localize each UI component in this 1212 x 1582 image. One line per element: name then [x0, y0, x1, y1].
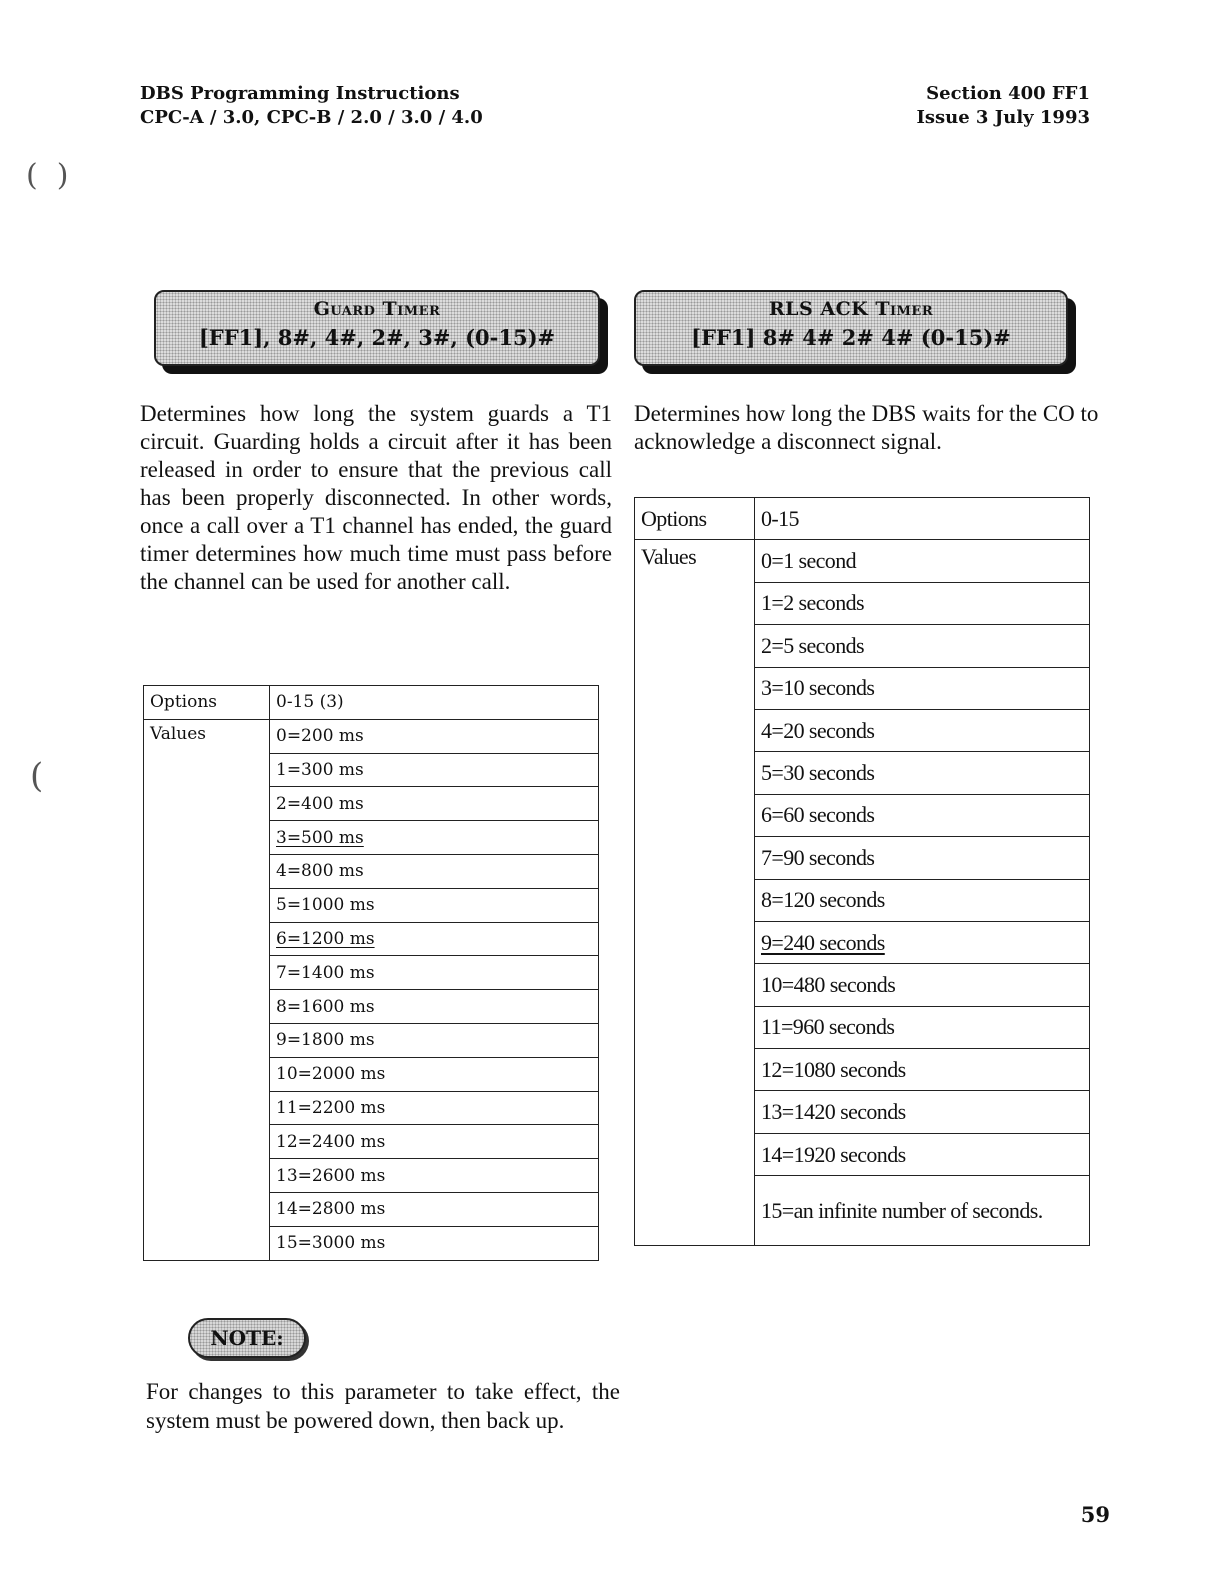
value-cell: 9=1800 ms [270, 1023, 599, 1057]
value-cell: 8=1600 ms [270, 990, 599, 1024]
value-cell: 8=120 seconds [755, 879, 1090, 921]
note-text: For changes to this parameter to take effect, the system must be powered down, then back up. [146, 1379, 620, 1433]
software-versions: CPC-A / 3.0, CPC-B / 2.0 / 3.0 / 4.0 [140, 107, 483, 128]
values-label: Values [144, 719, 270, 1260]
rls-ack-timer-command-box [634, 290, 1068, 366]
table-row [144, 719, 599, 753]
values-label: Values [635, 540, 755, 1246]
value-cell: 0=200 ms [270, 719, 599, 753]
issue-date: Issue 3 July 1993 [916, 107, 1090, 128]
options-value: 0-15 [755, 498, 1090, 540]
scan-mark: ( [30, 756, 44, 796]
value-cell: 13=1420 seconds [755, 1091, 1090, 1133]
value-cell: 15=an infinite number of seconds. [755, 1176, 1090, 1246]
value-cell-underlined: 6=1200 ms [270, 922, 599, 956]
value-cell: 12=1080 seconds [755, 1049, 1090, 1091]
rls-ack-timer-options-table [634, 497, 1090, 1246]
value-cell: 11=960 seconds [755, 1006, 1090, 1048]
value-cell-default: 3=500 ms [270, 821, 599, 855]
manual-title: DBS Programming Instructions [140, 83, 460, 104]
options-label: Options [635, 498, 755, 540]
value-cell: 15=3000 ms [270, 1226, 599, 1260]
value-cell: 0=1 second [755, 540, 1090, 582]
value-cell: 2=5 seconds [755, 625, 1090, 667]
guard-timer-command-box [154, 290, 600, 366]
guard-timer-code: [FF1], 8#, 4#, 2#, 3#, (0-15)# [198, 325, 556, 350]
value-cell: 7=1400 ms [270, 956, 599, 990]
note-badge: NOTE: [188, 1318, 306, 1358]
table-row [144, 686, 599, 720]
value-cell-default: 9=240 seconds [755, 921, 1090, 963]
value-cell: 7=90 seconds [755, 837, 1090, 879]
options-label: Options [144, 686, 270, 720]
rls-ack-timer-title: RLS ACK Timer [768, 298, 934, 320]
value-cell: 5=1000 ms [270, 888, 599, 922]
rls-ack-timer-description: Determines how long the DBS waits for the CO to acknowledge a disconnect signal. [634, 401, 1099, 454]
rls-ack-timer-code: [FF1] 8# 4# 2# 4# (0-15)# [691, 325, 1011, 350]
value-cell: 6=60 seconds [755, 794, 1090, 836]
value-cell: 3=10 seconds [755, 667, 1090, 709]
header-left [140, 82, 483, 130]
value-cell: 2=400 ms [270, 787, 599, 821]
guard-timer-title: Guard Timer [313, 298, 441, 320]
table-row [635, 498, 1090, 540]
options-value: 0-15 (3) [270, 686, 599, 720]
page-number: 59 [1080, 1502, 1110, 1527]
value-cell: 1=2 seconds [755, 582, 1090, 624]
value-cell: 4=800 ms [270, 854, 599, 888]
value-cell: 14=1920 seconds [755, 1133, 1090, 1175]
value-cell: 14=2800 ms [270, 1192, 599, 1226]
value-cell: 4=20 seconds [755, 709, 1090, 751]
value-cell: 10=480 seconds [755, 964, 1090, 1006]
table-row [635, 540, 1090, 582]
guard-timer-options-table [143, 685, 599, 1261]
value-cell: 11=2200 ms [270, 1091, 599, 1125]
header-right [916, 82, 1090, 130]
value-cell: 1=300 ms [270, 753, 599, 787]
guard-timer-description: Determines how long the system guards a T1 circuit. Guarding holds a circuit after it has been released in order to ensure that the previous call has been properly disconnected. In other words, once a call over a T1 channel has ended, the guard timer determines how much time must pass before the channel can be used for another call. [140, 401, 612, 594]
section-label: Section 400 FF1 [926, 83, 1090, 104]
value-cell: 5=30 seconds [755, 752, 1090, 794]
value-cell: 13=2600 ms [270, 1159, 599, 1193]
scan-mark: ( ) [26, 158, 69, 193]
value-cell: 12=2400 ms [270, 1125, 599, 1159]
value-cell: 10=2000 ms [270, 1057, 599, 1091]
